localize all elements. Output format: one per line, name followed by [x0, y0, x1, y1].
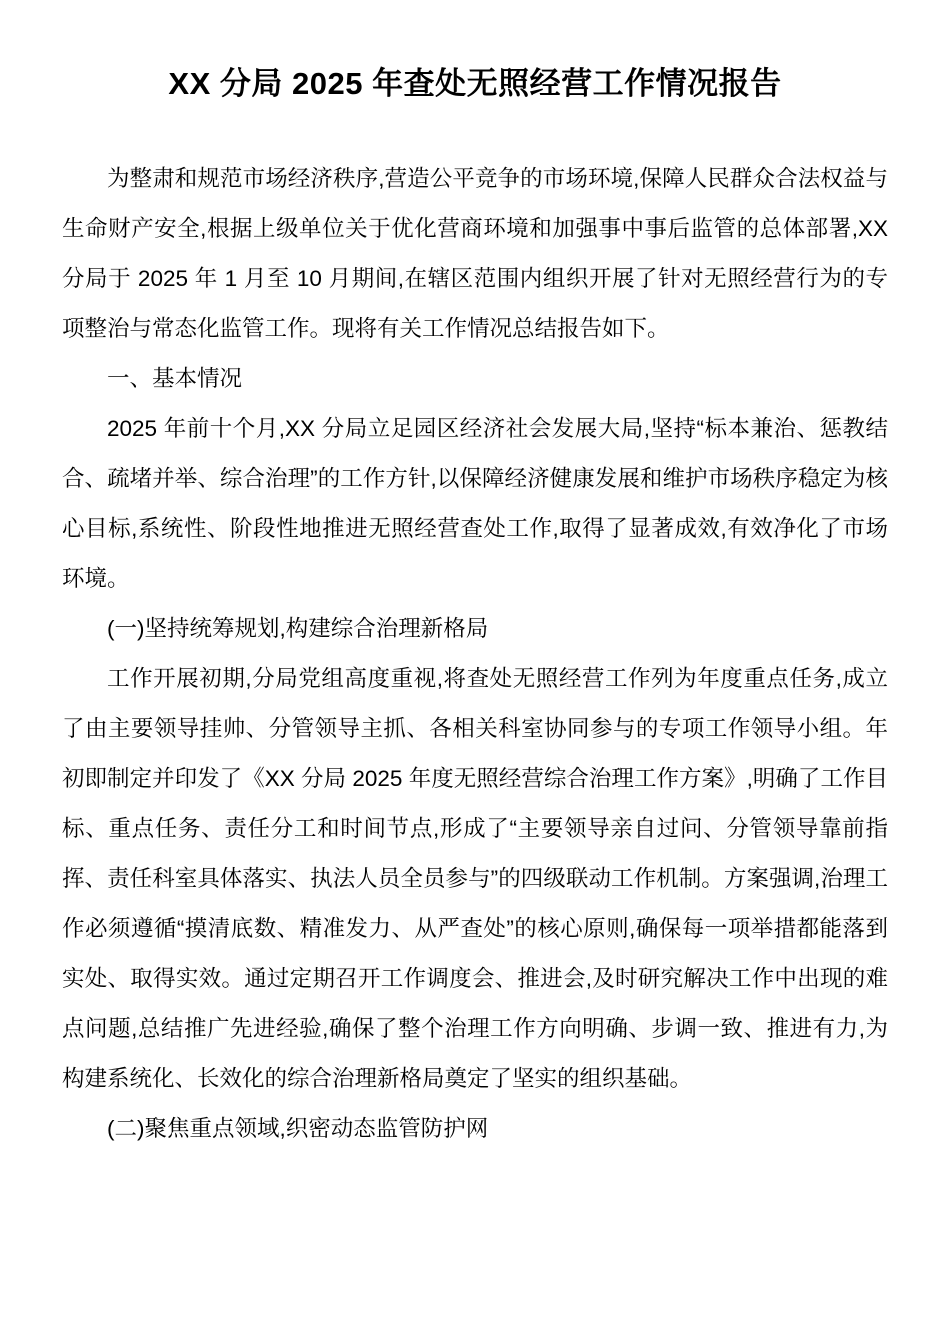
paragraph-basic-situation: 2025 年前十个月,XX 分局立足园区经济社会发展大局,坚持“标本兼治、惩教结合、疏堵并举、综合治理”的工作方针,以保障经济健康发展和维护市场秩序稳定为核心目标,系统性、阶段性地推进无照经营查处工作,取得了显著成效,有效净化了市场环境。 — [62, 416, 888, 591]
document-body — [62, 0, 888, 1154]
title-spacer — [62, 106, 888, 154]
paragraph-intro: 为整肃和规范市场经济秩序,营造公平竞争的市场环境,保障人民群众合法权益与生命财产安全,根据上级单位关于优化营商环境和加强事中事后监管的总体部署,XX 分局于 2025 年 1 月至 10 月期间,在辖区范围内组织开展了针对无照经营行为的专项整治与常态化监管工作。现将有关工作情况总结报告如下。 — [62, 166, 888, 341]
page-title: XX 分局 2025 年查处无照经营工作情况报告 — [168, 66, 782, 101]
subsection-heading-1: (一)坚持统筹规划,构建综合治理新格局 — [107, 616, 489, 641]
subsection-heading-2: (二)聚焦重点领域,织密动态监管防护网 — [107, 1116, 489, 1141]
section-heading-1: 一、基本情况 — [107, 366, 243, 391]
paragraph-overall-planning: 工作开展初期,分局党组高度重视,将查处无照经营工作列为年度重点任务,成立了由主要领导挂帅、分管领导主抓、各相关科室协同参与的专项工作领导小组。年初即制定并印发了《XX 分局 2025 年度无照经营综合治理工作方案》,明确了工作目标、重点任务、责任分工和时间节点,形成了“主要领导亲自过问、分管领导靠前指挥、责任科室具体落实、执法人员全员参与”的四级联动工作机制。方案强调,治理工作必须遵循“摸清底数、精准发力、从严查处”的核心原则,确保每一项举措都能落到实处、取得实效。通过定期召开工作调度会、推进会,及时研究解决工作中出现的难点问题,总结推广先进经验,确保了整个治理工作方向明确、步调一致、推进有力,为构建系统化、长效化的综合治理新格局奠定了坚实的组织基础。 — [62, 666, 888, 1091]
